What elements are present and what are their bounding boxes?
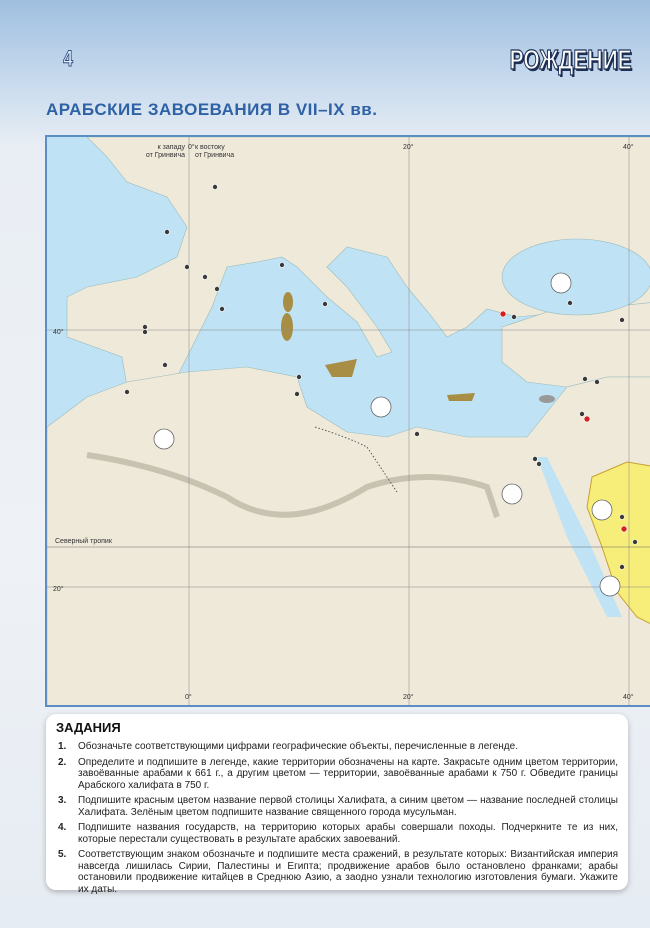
- lon-0-top: 0°: [188, 144, 195, 151]
- city-marker: [580, 412, 585, 417]
- task-text: Подпишите названия государств, на территорию которых арабы совершали походы. Подчеркните те из них, которые перестали существовать в результате арабских завоеваний.: [78, 822, 618, 845]
- task-item: [56, 849, 618, 895]
- tasks-panel: [46, 714, 628, 895]
- lon-0-bottom: 0°: [185, 694, 192, 701]
- city-marker: [512, 315, 517, 320]
- black-sea: [502, 239, 650, 315]
- west-label: к западу: [157, 144, 185, 151]
- task-text: Обозначьте соответствующими цифрами географические объекты, перечисленные в легенде.: [78, 741, 518, 752]
- task-text: Подпишите красным цветом название первой столицы Халифата, а синим цветом — название последней столицы Халифата. Зелёным цветом подпишите название священного города мусульман.: [78, 795, 618, 818]
- tasks-heading: ЗАДАНИЯ: [56, 720, 121, 735]
- task-item: [56, 822, 618, 845]
- city-marker: [215, 287, 220, 292]
- number-circle[interactable]: [371, 397, 391, 417]
- lat-20: 20°: [53, 586, 64, 593]
- city-marker: [165, 230, 170, 235]
- city-marker: [568, 301, 573, 306]
- tropic-label: Северный тропик: [55, 538, 112, 545]
- capital-marker: [621, 526, 627, 532]
- section-title: РОЖДЕНИЕ: [509, 44, 632, 75]
- task-text: Соответствующим знаком обозначьте и подпишите места сражений, в результате которых: Византийская империя навсегда лишилась Сирии, Палестины и Египта; продвижение арабов было остановлено франками; арабы остановили продвижение китайцев в Среднюю Азию, а заодно узнали технологию изготовления бумаги. Укажите их даты.: [78, 849, 618, 895]
- number-circle[interactable]: [600, 576, 620, 596]
- contour-map: [45, 135, 650, 707]
- city-marker: [533, 457, 538, 462]
- city-marker: [595, 380, 600, 385]
- task-number: 5.: [58, 849, 67, 860]
- lon-40-bottom: 40°: [623, 694, 634, 701]
- east-label: к востоку: [195, 144, 225, 151]
- city-marker: [620, 515, 625, 520]
- lon-40-top: 40°: [623, 144, 634, 151]
- task-number: 3.: [58, 795, 67, 806]
- task-number: 2.: [58, 756, 67, 768]
- city-marker: [620, 565, 625, 570]
- lon-20-bottom: 20°: [403, 694, 414, 701]
- number-circle[interactable]: [502, 484, 522, 504]
- city-marker: [537, 462, 542, 467]
- city-marker: [163, 363, 168, 368]
- task-number: 1.: [58, 741, 67, 752]
- capital-marker: [584, 416, 590, 422]
- task-item: [56, 795, 618, 818]
- city-marker: [323, 302, 328, 307]
- city-marker: [415, 432, 420, 437]
- task-number: 4.: [58, 822, 67, 833]
- city-marker: [143, 330, 148, 335]
- page-number: 4: [63, 46, 73, 71]
- city-marker: [203, 275, 208, 280]
- task-item: [56, 741, 618, 753]
- city-marker: [143, 325, 148, 330]
- city-marker: [125, 390, 130, 395]
- city-marker: [213, 185, 218, 190]
- city-marker: [295, 392, 300, 397]
- number-circle[interactable]: [154, 429, 174, 449]
- page-title: АРАБСКИЕ ЗАВОЕВАНИЯ В VII–IX вв.: [46, 100, 378, 119]
- lon-20-top: 20°: [403, 144, 414, 151]
- number-circle[interactable]: [592, 500, 612, 520]
- city-marker: [297, 375, 302, 380]
- west-label-2: от Гринвича: [145, 152, 185, 159]
- city-marker: [620, 318, 625, 323]
- lat-40: 40°: [53, 329, 64, 336]
- cyprus: [539, 395, 555, 403]
- task-item: [56, 757, 618, 792]
- number-circle[interactable]: [551, 273, 571, 293]
- city-marker: [280, 263, 285, 268]
- task-text: Определите и подпишите в легенде, какие территории обозначены на карте. Закрасьте одним цветом территории, завоёванные арабами к 661 г., а другим цветом — территории, завоёванные арабами к 750 г. Обведите границы Арабского халифата в 750 г.: [78, 756, 618, 791]
- city-marker: [220, 307, 225, 312]
- capital-marker: [500, 311, 506, 317]
- city-marker: [583, 377, 588, 382]
- city-marker: [185, 265, 190, 270]
- east-label-2: от Гринвича: [195, 152, 235, 159]
- city-marker: [633, 540, 638, 545]
